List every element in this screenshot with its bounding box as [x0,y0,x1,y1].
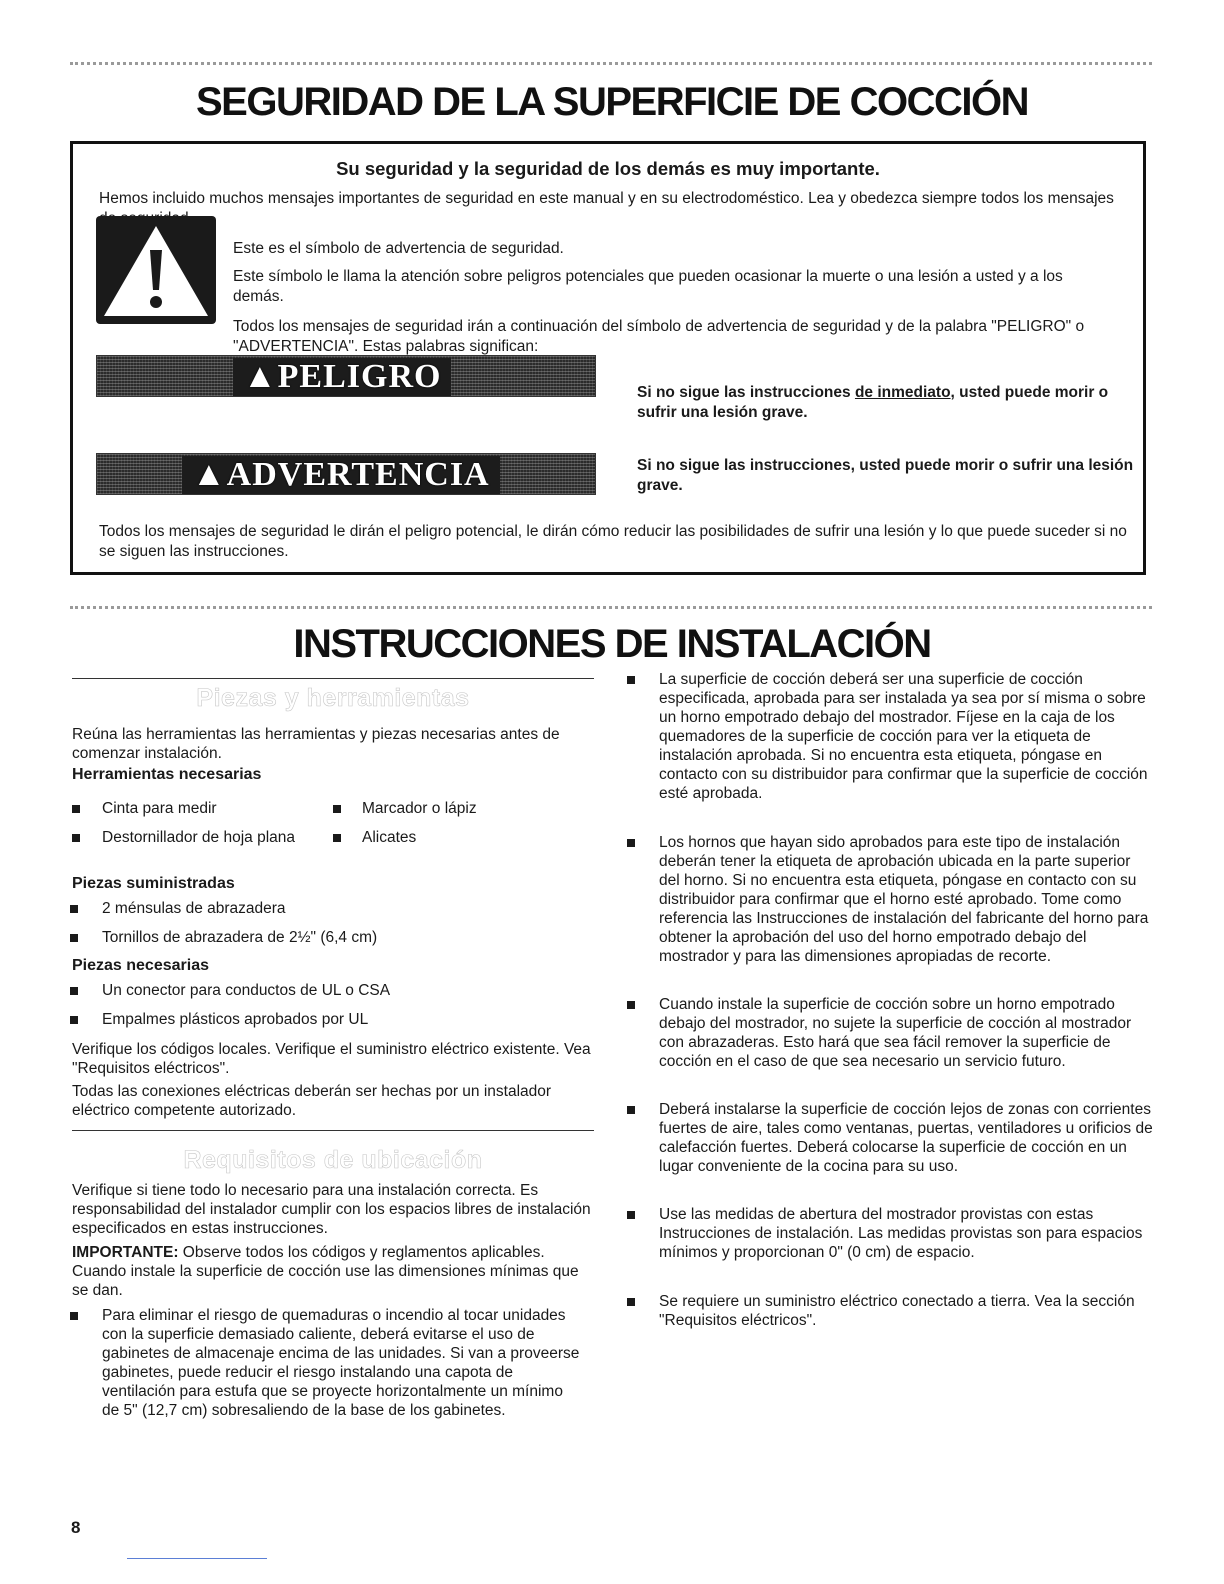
symbol-line-3: Todos los mensajes de seguridad irán a continuación del símbolo de advertencia de seguridad y de la palabra "PELIGRO" o "ADVERTENCIA". Estas palabras significan: [233,318,1085,355]
danger-text: Si no sigue las instrucciones de inmediato, usted puede morir o sufrir una lesión grave. [637,384,1109,421]
right-bullet-4: Deberá instalarse la superficie de cocción lejos de zonas con corrientes fuertes de aire, tales como ventanas, puertas, ventiladores u orificios de calefacción fuertes. Deberá colocarse la superficie de cocción en un lugar conveniente de la cocina para su uso. [659,1101,1153,1175]
tools-heading: Herramientas necesarias [72,766,262,783]
safety-box [70,141,1146,575]
bullet-marker [72,834,80,842]
right-bullet-5: Use las medidas de abertura del mostrador provistas con estas Instrucciones de instalación. Las medidas provistas son para espacios mínimos y proporcionan 0" (0 cm) de espacio. [659,1205,1154,1262]
bullet-marker [333,834,341,842]
bullet-marker [72,805,80,813]
important-text: IMPORTANTE: Observe todos los códigos y reglamentos aplicables. Cuando instale la superficie de cocción use las dimensiones mínimas que se dan. [72,1244,579,1299]
symbol-line-2: Este símbolo le llama la atención sobre peligros potenciales que pueden ocasionar la muerte o una lesión a usted y a los demás. [233,268,1063,305]
middle-divider [70,606,1152,609]
tool-3: Destornillador de hoja plana [102,829,296,846]
location-intro: Verifique si tiene todo lo necesario para una instalación correcta. Es responsabilidad del instalador cumplir con los espacios libres de instalación especificados en estas instrucciones. [72,1182,591,1237]
location-rule [72,1130,594,1131]
supplied-heading: Piezas suministradas [72,875,235,892]
symbol-line-1: Este es el símbolo de advertencia de seguridad. [233,240,564,257]
bullet-marker [333,805,341,813]
tool-2: Marcador o lápiz [362,800,477,817]
parts-intro: Reúna las herramientas las herramientas y piezas necesarias antes de comenzar instalación. [72,726,560,762]
warning-text: Si no sigue las instrucciones, usted puede morir o sufrir una lesión grave. [637,457,1134,494]
page-number: 8 [71,1518,81,1537]
safety-subtitle: Su seguridad y la seguridad de los demás es muy importante. [336,158,880,179]
safety-outro: Todos los mensajes de seguridad le dirán el peligro potencial, le dirán cómo reducir las posibilidades de sufrir una lesión y lo que puede suceder si no se siguen las instrucciones. [99,523,1127,560]
safety-intro: Hemos incluido muchos mensajes importantes de seguridad en este manual y en su electrodoméstico. Lea y obedezca siempre todos los mensajes [99,190,1114,207]
supplied-item-1: 2 ménsulas de abrazadera [102,899,592,918]
warning-banner [96,453,596,495]
footer-line [127,1558,267,1559]
install-title: INSTRUCCIONES DE INSTALACIÓN [293,622,931,666]
right-bullet-6: Se requiere un suministro eléctrico conectado a tierra. Vea la sección "Requisitos eléctricos". [659,1292,1154,1330]
danger-banner [96,355,596,397]
warning-word: ▲ADVERTENCIA [182,456,500,494]
left-bullet: Para eliminar el riesgo de quemaduras o incendio al tocar unidades con la superficie demasiado caliente, deberá evitarse el uso de gabinetes de almacenaje encima de las unidades. Si van a proveerse gabinetes, puede reducir el riesgo instalando una capota de ventilación para estufa que se proyecte horizontalmente un mínimo de 5" (12,7 cm) sobresaliendo de la base de los gabinetes. [102,1306,582,1420]
danger-word: ▲PELIGRO [233,358,451,396]
safety-title: SEGURIDAD DE LA SUPERFICIE DE COCCIÓN [196,80,1028,124]
warning-triangle-icon [96,216,216,324]
tool-4: Alicates [362,829,417,846]
tool-1: Cinta para medir [102,800,217,817]
parts-heading: Piezas y herramientas [196,684,470,712]
needed-item-1: Un conector para conductos de UL o CSA [102,981,592,1000]
right-bullet-2: Los hornos que hayan sido aprobados para este tipo de instalación deberán tener la etiqueta de aprobación ubicada en la parte superior del horno. Si no encuentra esta etiqueta, póngase en contacto con su distribuidor para confirmar que el horno esté aprobado. Tome como referencia las Instrucciones de instalación del fabricante del horno para obtener la aprobación del uso del horno empotrado debajo del mostrador y para las dimensiones apropiadas de recorte. [659,833,1154,966]
needed-item-2: Empalmes plásticos aprobados por UL [102,1010,592,1029]
right-bullet-3: Cuando instale la superficie de cocción sobre un horno empotrado debajo del mostrador, no sujete la superficie de cocción al mostrador con abrazaderas. Esto hará que sea fácil remover la superficie de cocción en el caso de que sea necesario un servicio futuro. [659,995,1154,1071]
needed-heading: Piezas necesarias [72,957,209,974]
right-bullet-1: La superficie de cocción deberá ser una superficie de cocción especificada, aprobada para ser instalada ya sea por sí misma o sobre un horno empotrado debajo del mostrador. Fíjese en la caja de los quemadores de la superficie de cocción para ver la etiqueta de instalación aprobada. Si no encuentra esta etiqueta, póngase en contacto con su distribuidor para confirmar que la superficie de cocción esté aprobada. [659,670,1154,803]
parts-rule [72,678,594,679]
connections-text: Todas las conexiones eléctricas deberán ser hechas por un instalador eléctrico competente autorizado. [72,1083,552,1119]
codes-text: Verifique los códigos locales. Verifique el suministro eléctrico existente. Vea "Requisitos eléctricos". [72,1041,591,1077]
top-divider [70,62,1152,65]
location-heading: Requisitos de ubicación [183,1146,483,1174]
supplied-item-2: Tornillos de abrazadera de 2½" (6,4 cm) [102,928,592,947]
